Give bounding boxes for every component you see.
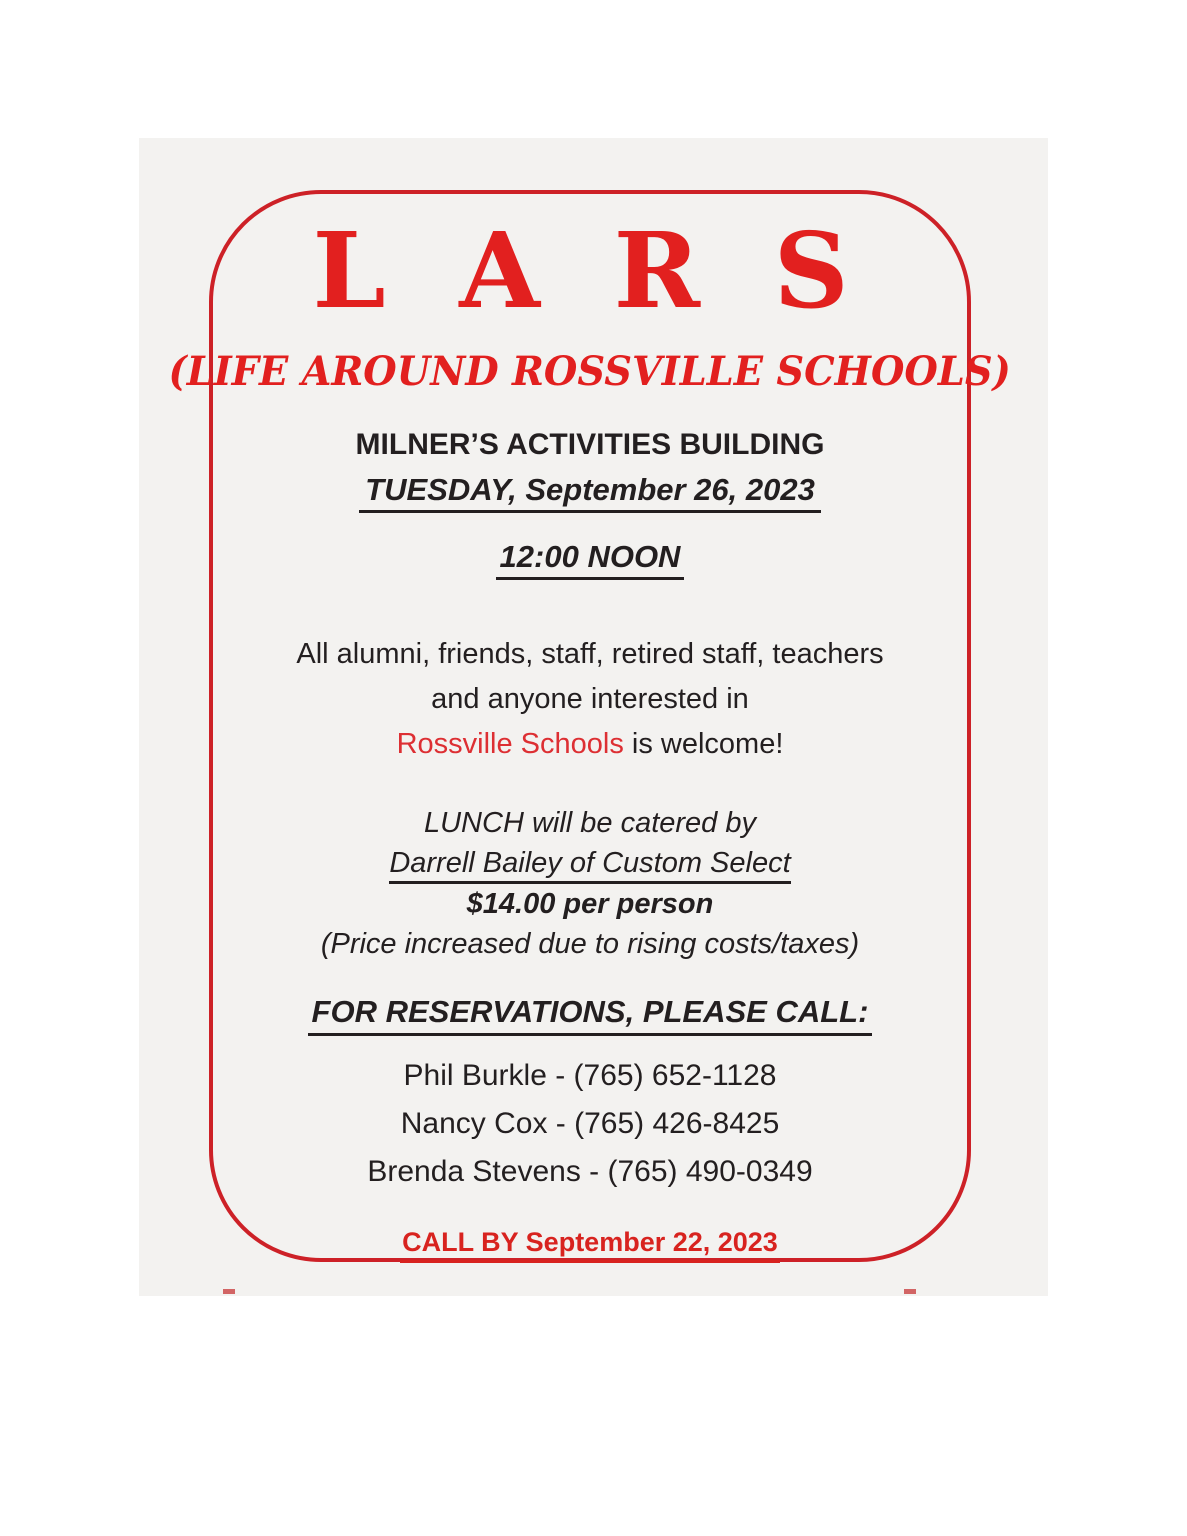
next-section-cutoff-mark-left (223, 1289, 235, 1294)
contact-line-brenda: Brenda Stevens - (765) 490-0349 (367, 1155, 813, 1188)
welcome-line-3-rest: is welcome! (623, 728, 784, 760)
event-date-line: TUESDAY, September 26, 2023 (359, 472, 821, 513)
lunch-line-1: LUNCH will be catered by (423, 807, 756, 839)
welcome-line-3 (296, 722, 883, 767)
lunch-price-note: (Price increased due to rising costs/taxes) (320, 928, 860, 960)
scanned-page (139, 138, 1048, 1296)
call-by-deadline: CALL BY September 22, 2023 (400, 1226, 780, 1263)
lunch-caterer-underlined: Darrell Bailey of Custom Select (389, 846, 790, 884)
lunch-price-line: $14.00 per person (466, 888, 714, 920)
contacts-list (367, 1052, 812, 1196)
venue-line: MILNER’S ACTIVITIES BUILDING (355, 428, 825, 461)
flyer-red-border-box (168, 190, 1012, 1262)
contact-line-phil: Phil Burkle - (765) 652-1128 (403, 1059, 777, 1092)
contact-line-nancy: Nancy Cox - (765) 426-8425 (400, 1107, 780, 1140)
welcome-line-3-highlight: Rossville Schools (396, 728, 624, 760)
welcome-line-2: and anyone interested in (431, 683, 749, 715)
event-time-line: 12:00 NOON (496, 539, 685, 580)
next-section-cutoff-mark-right (904, 1289, 916, 1294)
flyer-subtitle: (LIFE AROUND ROSSVILLE SCHOOLS) (168, 348, 1012, 395)
reservations-heading: FOR RESERVATIONS, PLEASE CALL: (308, 994, 873, 1036)
lunch-caterer-line (321, 843, 859, 884)
welcome-line-1: All alumni, friends, staff, retired staff, teachers (296, 638, 884, 670)
lunch-paragraph (321, 803, 859, 964)
welcome-paragraph (296, 632, 883, 767)
flyer-acronym-title: L A R S (312, 209, 868, 332)
